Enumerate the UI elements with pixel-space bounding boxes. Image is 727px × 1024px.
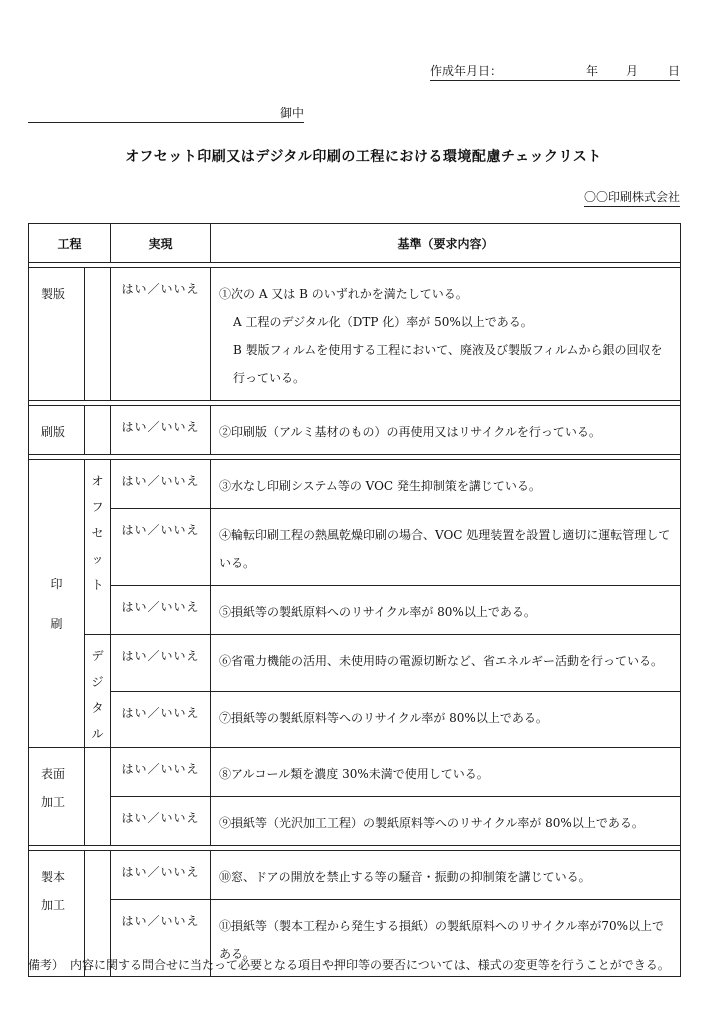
process-seihan: 製版: [29, 268, 85, 401]
table-header-row: [29, 224, 681, 263]
process-hyomen: 表面 加工: [29, 748, 85, 846]
criteria-6: ⑥省電力機能の活用、未使用時の電源切断など、省エネルギー活動を行っている。: [211, 635, 681, 692]
criteria-9: ⑨損紙等（光沢加工工程）の製紙原料等へのリサイクル率が 80%以上である。: [211, 797, 681, 846]
sub-process-offset: オ フ セ ッ ト: [85, 460, 111, 635]
company-name: 〇〇印刷株式会社: [584, 188, 680, 207]
header-result: 実現: [111, 224, 211, 263]
table-row: [29, 635, 681, 692]
checklist-table: [28, 223, 681, 977]
yes-no-8[interactable]: はい／いいえ: [111, 748, 211, 797]
sub-process-empty: [85, 268, 111, 401]
yes-no-1[interactable]: はい／いいえ: [111, 268, 211, 401]
criteria-5: ⑤損紙等の製紙原料へのリサイクル率が 80%以上である。: [211, 586, 681, 635]
criteria-10: ⑩窓、ドアの開放を禁止する等の騒音・振動の抑制策を講じている。: [211, 851, 681, 900]
table-row: [29, 509, 681, 586]
table-row: [29, 460, 681, 509]
creation-date-label: 作成年月日：: [430, 64, 503, 78]
yes-no-11[interactable]: はい／いいえ: [111, 900, 211, 977]
yes-no-10[interactable]: はい／いいえ: [111, 851, 211, 900]
sub-process-empty: [85, 406, 111, 455]
criteria-7: ⑦損紙等の製紙原料等へのリサイクル率が 80%以上である。: [211, 691, 681, 748]
table-row: [29, 586, 681, 635]
table-row: [29, 748, 681, 797]
addressee-suffix: 御中: [279, 106, 304, 120]
sub-process-empty: [85, 748, 111, 846]
process-surihan: 刷版: [29, 406, 85, 455]
criteria-11: ⑪損紙等（製本工程から発生する損紙）の製紙原料へのリサイクル率が70%以上である。: [211, 900, 681, 977]
date-year-label: 年: [586, 64, 599, 78]
table-row: [29, 691, 681, 748]
yes-no-2[interactable]: はい／いいえ: [111, 406, 211, 455]
yes-no-7[interactable]: はい／いいえ: [111, 691, 211, 748]
table-row: [29, 797, 681, 846]
document-title: オフセット印刷又はデジタル印刷の工程における環境配慮チェックリスト: [125, 149, 602, 165]
process-insatsu: 印 刷: [29, 460, 85, 748]
criteria-3: ③水なし印刷システム等の VOC 発生抑制策を講じている。: [211, 460, 681, 509]
date-month-label: 月: [626, 64, 639, 78]
yes-no-6[interactable]: はい／いいえ: [111, 635, 211, 692]
sub-process-digital: デ ジ タ ル: [85, 635, 111, 748]
criteria-1: [211, 268, 681, 401]
criteria-1a-text: A 工程のデジタル化（DTP 化）率が 50%以上である。: [233, 315, 533, 329]
header-process: 工程: [29, 224, 111, 263]
header-criteria: 基準（要求内容）: [211, 224, 681, 263]
criteria-4: ④輪転印刷工程の熱風乾燥印刷の場合、VOC 処理装置を設置し適切に運転管理している。: [211, 509, 681, 586]
process-seihon: 製本 加工: [29, 851, 85, 977]
yes-no-4[interactable]: はい／いいえ: [111, 509, 211, 586]
creation-date-line: [430, 62, 680, 81]
criteria-1b-text: B 製版フィルムを使用する工程において、廃液及び製版フィルムから銀の回収を行っている。: [233, 343, 663, 385]
criteria-8: ⑧アルコール類を濃度 30%未満で使用している。: [211, 748, 681, 797]
criteria-2: ②印刷版（アルミ基材のもの）の再使用又はリサイクルを行っている。: [211, 406, 681, 455]
criteria-1-text: ①次の A 又は B のいずれかを満たしている。: [219, 287, 468, 301]
addressee-line: [28, 104, 304, 123]
remarks-note: 備考） 内容に関する問合せに当たって必要となる項目や押印等の要否については、様式の変更等を行うことができる。: [28, 958, 670, 972]
date-day-label: 日: [668, 64, 681, 78]
yes-no-9[interactable]: はい／いいえ: [111, 797, 211, 846]
table-row: [29, 851, 681, 900]
yes-no-5[interactable]: はい／いいえ: [111, 586, 211, 635]
yes-no-3[interactable]: はい／いいえ: [111, 460, 211, 509]
table-row: [29, 406, 681, 455]
table-row: [29, 268, 681, 401]
